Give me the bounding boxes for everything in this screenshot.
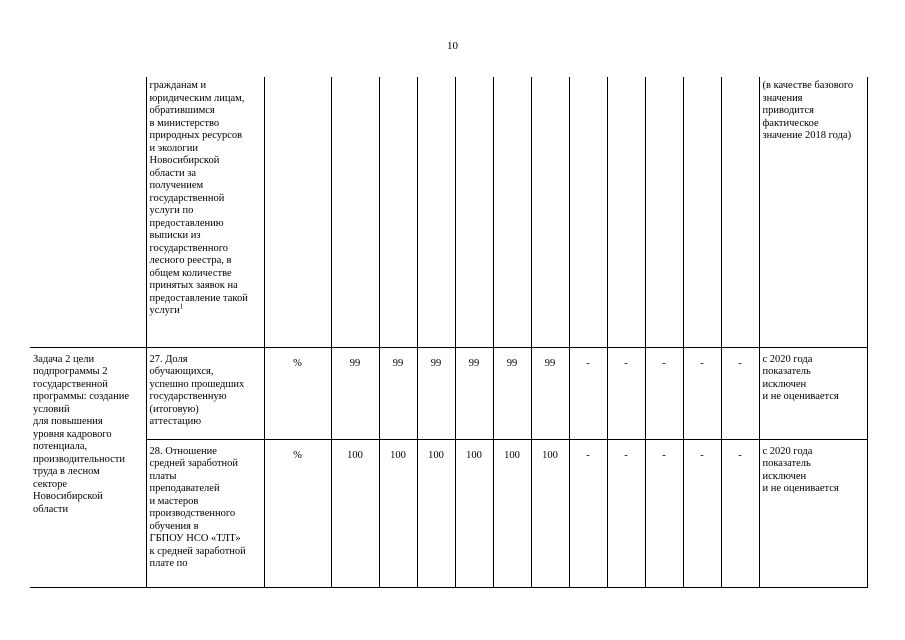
value-cell: 100 — [331, 439, 379, 587]
value-cell: - — [683, 439, 721, 587]
value-cell: 99 — [531, 347, 569, 439]
value-cell: - — [569, 439, 607, 587]
value-cell: - — [683, 347, 721, 439]
value-cell: 99 — [379, 347, 417, 439]
value-cell: 99 — [331, 347, 379, 439]
table-row — [30, 347, 867, 439]
task-cell: Задача 2 цели подпрограммы 2 государственной программы: создание условий для повышения уровня кадрового потенциала, производительности труда в лесном секторе Новосибирской области — [30, 347, 146, 587]
indicator-cell: гражданам и юридическим лицам, обратившимся в министерство природных ресурсов и экологии Новосибирской области за получением государственной услуги по предоставлению выписки из государственного лесного реестра, в общем количестве принятых заявок на предоставление такой услуги$^1$ — [146, 77, 264, 347]
value-cell: 100 — [417, 439, 455, 587]
page-number: 10 — [447, 40, 458, 52]
value-cell — [531, 77, 569, 347]
indicators-table — [30, 77, 868, 588]
value-cell — [455, 77, 493, 347]
value-cell — [417, 77, 455, 347]
value-cell: 99 — [455, 347, 493, 439]
value-cell: - — [607, 347, 645, 439]
indicator-cell: 27. Доля обучающихся, успешно прошедших государственную (итоговую) аттестацию — [146, 347, 264, 439]
value-cell — [331, 77, 379, 347]
value-cell: - — [721, 347, 759, 439]
value-cell — [645, 77, 683, 347]
unit-cell: % — [264, 347, 331, 439]
note-cell: с 2020 года показатель исключен и не оценивается — [759, 439, 867, 587]
value-cell — [569, 77, 607, 347]
value-cell: 100 — [493, 439, 531, 587]
footnote-marker: 1 — [179, 302, 184, 311]
note-cell: (в качестве базового значения приводится фактическое значение 2018 года) — [759, 77, 867, 347]
value-cell: - — [645, 347, 683, 439]
value-cell: - — [607, 439, 645, 587]
value-cell — [607, 77, 645, 347]
value-cell: 100 — [531, 439, 569, 587]
value-cell — [683, 77, 721, 347]
value-cell: 99 — [493, 347, 531, 439]
value-cell: 100 — [379, 439, 417, 587]
value-cell: 100 — [455, 439, 493, 587]
value-cell: - — [721, 439, 759, 587]
table-row — [30, 77, 867, 347]
task-cell-empty — [30, 77, 146, 347]
value-cell — [379, 77, 417, 347]
value-cell — [721, 77, 759, 347]
value-cell: - — [645, 439, 683, 587]
unit-cell — [264, 77, 331, 347]
unit-cell: % — [264, 439, 331, 587]
value-cell — [493, 77, 531, 347]
note-cell: с 2020 года показатель исключен и не оценивается — [759, 347, 867, 439]
table-row — [30, 439, 867, 587]
value-cell: - — [569, 347, 607, 439]
indicator-cell: 28. Отношение средней заработной платы преподавателей и мастеров производственного обучения в ГБПОУ НСО «ТЛТ» к средней заработной плате по — [146, 439, 264, 587]
value-cell: 99 — [417, 347, 455, 439]
